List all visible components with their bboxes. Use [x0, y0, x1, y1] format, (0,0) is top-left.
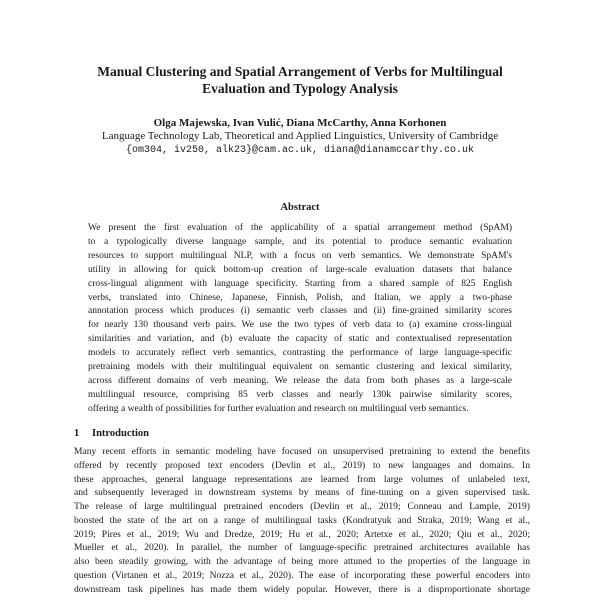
abstract-line: resources to support multilingual NLP, with a focus on verb semantics. We demonstrate SpAM's — [88, 249, 512, 261]
body-line: these approaches, general language representations are learned from large volumes of unlabeled text, — [74, 473, 530, 485]
abstract-line: cross-lingual alignment with language specificity. Starting from a shared sample of 825 English — [88, 277, 512, 289]
body-line: also been steadily growing, with the advantage of being more attuned to the properties of the language in — [74, 556, 530, 567]
abstract-line: offering a wealth of possibilities for further evaluation and research on multilingual verb semantics. — [88, 402, 469, 414]
abstract-body — [88, 221, 512, 416]
body-line: question (Virtanen et al., 2019; Nozza et al., 2020). The ease of incorporating these powerful encoders into — [74, 569, 530, 581]
abstract-line: utility in allowing for quick bottom-up creation of large-scale evaluation datasets that balance — [88, 263, 512, 275]
abstract-line: for nearly 130 thousand verb pairs. We use the two types of verb data to (a) examine cross-lingual — [88, 319, 512, 331]
body-line: 2019; Pires et al., 2019; Wu and Dredze, 2019; Hu et al., 2020; Artetxe et al., 2020; Qiu et al., 2020; — [74, 528, 530, 540]
title-line: Evaluation and Typology Analysis — [202, 81, 398, 96]
abstract-line: similarities and variation, and (b) evaluate the capacity of static and contextualised representation — [88, 333, 512, 345]
abstract-line: multilingual resource, comprising 85 verb classes and nearly 130k pairwise similarity scores, — [88, 388, 512, 400]
body-line: downstream task pipelines has made them widely popular. However, there is a disproportionate shortage — [74, 583, 530, 595]
abstract-line: across different domains of verb meaning. We release the data from both phases as a large-scale — [88, 374, 512, 386]
affiliation: Language Technology Lab, Theoretical and Applied Linguistics, University of Cambridge — [101, 130, 499, 142]
abstract-line: We present the first evaluation of the applicability of a spatial arrangement method (SpAM) — [88, 222, 512, 233]
section-heading-introduction — [74, 427, 149, 440]
title-line: Manual Clustering and Spatial Arrangement of Verbs for Multilingual — [97, 64, 503, 79]
body-line: and subsequently leveraged in downstream systems by means of fine-tuning on a given supervised task. — [74, 487, 530, 499]
body-line: The release of large multilingual pretrained encoders (Devlin et al., 2019; Conneau and Lample, 2019) — [74, 501, 530, 512]
body-line: Mueller et al., 2020). In parallel, the number of language-specific pretrained architectures available has — [74, 542, 530, 554]
abstract-line: annotation process which produces (i) semantic verb classes and (ii) fine-grained similarity scores — [88, 305, 512, 317]
paper-title — [60, 63, 540, 97]
author-list: Olga Majewska, Ivan Vulić, Diana McCarthy, Anna Korhonen — [153, 117, 447, 129]
body-line: Many recent efforts in semantic modeling have focused on unsupervised pretraining to extend the benefits — [74, 446, 530, 457]
author-emails: {om304, iv250, alk23}@cam.ac.uk, diana@dianamccarthy.co.uk — [125, 145, 475, 156]
body-line: boosted the state of the art on a range of multilingual tasks (Kondratyuk and Straka, 2019; Wang et al., — [74, 514, 530, 526]
section-title: Introduction — [92, 428, 149, 439]
abstract-heading: Abstract — [280, 202, 320, 213]
section-number: 1 — [74, 428, 80, 439]
abstract-line: verbs, translated into Chinese, Japanese, Finnish, Polish, and Italian, we apply a two-phase — [88, 291, 512, 303]
introduction-body — [74, 445, 530, 596]
body-line: offered by recently proposed text encoders (Devlin et al., 2019) to new languages and domains. In — [74, 459, 530, 471]
abstract-line: pretraining models with their multilingual equivalent on semantic clustering and lexical similarity, — [88, 361, 512, 373]
abstract-line: to a typologically diverse language sample, and its potential to produce semantic evaluation — [88, 235, 512, 247]
abstract-line: models to accurately reflect verb semantics, contrasting the performance of large language-specific — [88, 347, 512, 359]
